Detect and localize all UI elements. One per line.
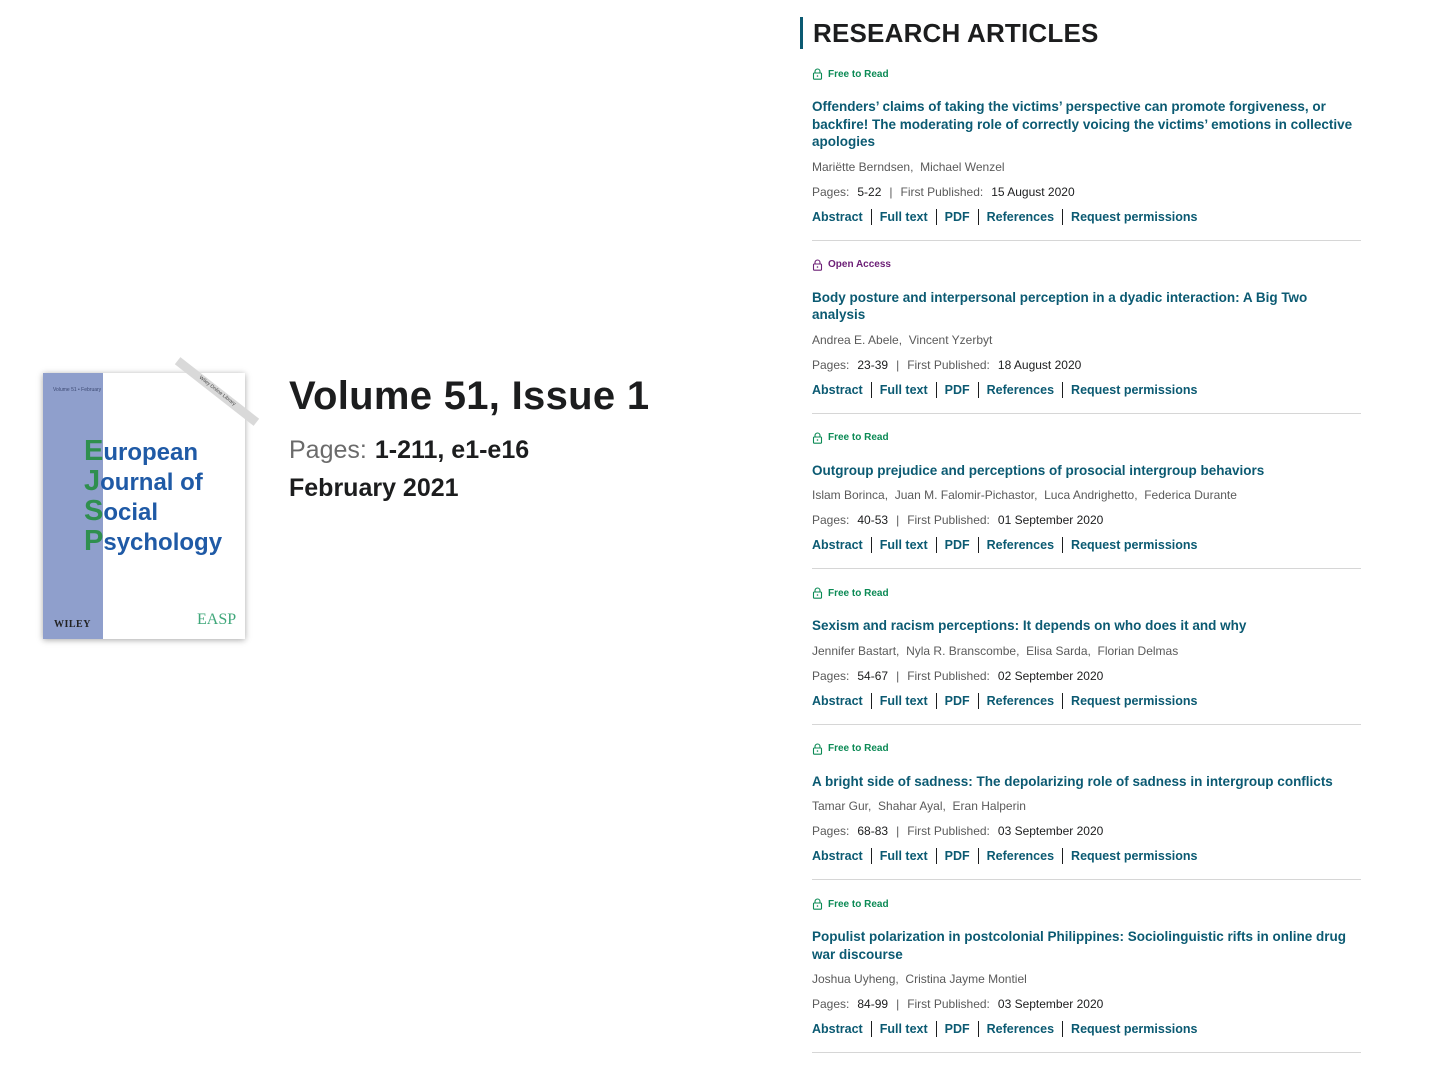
references-link[interactable]: References [986,382,1055,397]
pdf-link[interactable]: PDF [944,209,970,224]
cover-band-text: Volume 51 • February [53,387,102,393]
meta-separator: | [896,997,900,1011]
access-badge [812,257,1361,273]
link-divider [936,209,937,225]
author-name[interactable]: , Vincent Yzerbyt [899,333,993,347]
article-title-link[interactable]: Populist polarization in postcolonial Philippines: Sociolinguistic rifts in online drug war discourse [812,929,1347,962]
article-links [812,382,1361,398]
link-divider [1062,209,1063,225]
first-published-value: 03 September 2020 [997,824,1104,838]
article-item [812,66,1361,241]
article-links [812,693,1361,709]
access-badge [812,585,1361,601]
link-divider [936,1021,937,1037]
pages-value: 40-53 [857,513,889,527]
author-name[interactable]: Andrea E. Abele [812,332,899,347]
pdf-link[interactable]: PDF [944,538,970,552]
cover-ribbon: Wiley Online Library [175,357,259,426]
request-permissions-link[interactable]: Request permissions [1071,209,1198,224]
full-text-link[interactable]: Full text [879,849,928,863]
link-divider [936,537,937,553]
first-published-label: First Published: [907,997,990,1011]
lock-icon [812,432,823,444]
meta-separator: | [896,824,900,838]
pages-value: 23-39 [857,357,889,372]
link-divider [1062,848,1063,864]
link-divider [1062,537,1063,553]
author-name[interactable]: Jennifer Bastart [812,643,897,658]
full-text-link[interactable]: Full text [879,209,928,224]
pdf-link[interactable]: PDF [944,382,970,397]
access-badge [812,896,1361,912]
author-name[interactable]: , Shahar Ayal [868,799,943,813]
link-divider [978,537,979,553]
article-item [812,430,1361,570]
first-published-label: First Published: [900,184,984,199]
article-meta [812,512,1361,528]
pages-value: 68-83 [857,824,889,838]
link-divider [1062,1021,1063,1037]
link-divider [978,209,979,225]
article-links [812,537,1361,553]
cover-title-line: Social [84,495,159,527]
first-published-value: 15 August 2020 [991,184,1075,199]
abstract-link[interactable]: Abstract [812,382,863,397]
abstract-link[interactable]: Abstract [812,693,863,708]
references-link[interactable]: References [986,849,1055,863]
link-divider [978,693,979,709]
volume-title: Volume 51, Issue 1 [289,374,650,418]
references-link[interactable]: References [986,693,1055,708]
article-meta [812,357,1361,373]
lock-icon [812,743,823,755]
pages-label: Pages: [812,668,850,683]
references-link[interactable]: References [986,538,1055,552]
issue-pages-value: 1-211, e1-e16 [374,436,530,464]
article-links [812,848,1361,864]
access-badge [812,66,1361,82]
lock-icon [812,587,823,599]
lock-icon [812,259,823,271]
article-authors [812,643,1361,659]
meta-separator: | [896,357,900,372]
pages-label: Pages: [812,513,850,527]
section-heading: RESEARCH ARTICLES [800,17,1099,49]
pages-label: Pages: [812,184,850,199]
author-name[interactable]: Joshua Uyheng [812,972,896,986]
issue-pages-label: Pages: [289,436,367,464]
article-meta [812,668,1361,684]
article-links [812,209,1361,225]
author-name[interactable]: Islam Borinca [812,488,885,502]
first-published-value: 01 September 2020 [997,513,1104,527]
article-links [812,1021,1361,1037]
first-published-value: 02 September 2020 [997,668,1104,683]
access-badge [812,430,1361,446]
access-badge [812,741,1361,757]
article-meta [812,184,1361,200]
access-label: Free to Read [828,68,889,80]
link-divider [978,848,979,864]
article-item [812,896,1361,1053]
cover-title-line: Journal of [84,465,203,497]
meta-separator: | [889,184,893,199]
request-permissions-link[interactable]: Request permissions [1071,1022,1198,1036]
full-text-link[interactable]: Full text [879,538,928,552]
article-item [812,257,1361,414]
pdf-link[interactable]: PDF [944,849,970,863]
link-divider [871,848,872,864]
author-name[interactable]: , Nyla R. Branscombe [896,644,1016,658]
abstract-link[interactable]: Abstract [812,538,863,552]
full-text-link[interactable]: Full text [879,693,928,708]
article-item [812,741,1361,881]
full-text-link[interactable]: Full text [879,1022,928,1036]
abstract-link[interactable]: Abstract [812,209,863,224]
first-published-label: First Published: [907,513,990,527]
author-name[interactable]: , Elisa Sarda [1016,644,1087,658]
link-divider [978,1021,979,1037]
article-title-link[interactable]: A bright side of sadness: The depolarizing role of sadness in intergroup conflicts [812,773,1333,789]
cover-title-line: Psychology [84,525,223,557]
link-divider [871,537,872,553]
issue-date: February 2021 [289,474,459,502]
pdf-link[interactable]: PDF [944,693,970,708]
references-link[interactable]: References [986,1022,1055,1036]
access-label: Free to Read [828,898,889,910]
article-item [812,585,1361,725]
access-label: Free to Read [828,743,889,754]
cover-society-logo: EASP [197,611,237,628]
author-name[interactable]: , Florian Delmas [1088,644,1179,658]
request-permissions-link[interactable]: Request permissions [1071,849,1198,863]
access-label: Open Access [828,259,891,270]
article-authors [812,971,1361,987]
cover-title [84,437,222,557]
cover-publisher-logo: WILEY [54,619,91,630]
link-divider [871,382,872,398]
article-title-link[interactable]: Sexism and racism perceptions: It depends on who does it and why [812,618,1247,633]
author-name[interactable]: Tamar Gur [812,799,869,813]
pages-label: Pages: [812,997,850,1011]
abstract-link[interactable]: Abstract [812,1022,863,1036]
pages-label: Pages: [812,824,850,838]
first-published-value: 18 August 2020 [997,357,1082,372]
cover-title-line: European [84,435,199,467]
author-name[interactable]: , Michael Wenzel [910,160,1005,174]
author-name[interactable]: , Juan M. Falomir-Pichastor [885,488,1034,502]
lock-icon [812,898,823,910]
pages-label: Pages: [812,357,850,372]
link-divider [936,848,937,864]
access-label: Free to Read [828,587,889,599]
link-divider [936,382,937,398]
full-text-link[interactable]: Full text [879,382,928,397]
first-published-label: First Published: [907,668,990,683]
request-permissions-link[interactable]: Request permissions [1071,538,1198,552]
article-list [812,66,1361,1069]
pages-value: 54-67 [857,668,889,683]
author-name[interactable]: Mariëtte Berndsen [812,159,911,174]
lock-icon [812,68,823,80]
article-title-link[interactable]: Outgroup prejudice and perceptions of prosocial intergroup behaviors [812,462,1265,478]
pages-value: 84-99 [857,997,889,1011]
link-divider [1062,693,1063,709]
request-permissions-link[interactable]: Request permissions [1071,693,1198,708]
issue-info [289,373,649,503]
pages-value: 5-22 [857,184,882,199]
first-published-value: 03 September 2020 [997,997,1104,1011]
first-published-label: First Published: [907,824,990,838]
article-authors [812,487,1361,503]
issue-pages [289,435,649,465]
link-divider [871,1021,872,1037]
link-divider [1062,382,1063,398]
link-divider [936,693,937,709]
article-authors [812,159,1361,175]
link-divider [978,382,979,398]
article-meta [812,996,1361,1012]
author-name[interactable]: , Eran Halperin [943,799,1026,813]
link-divider [871,209,872,225]
references-link[interactable]: References [986,209,1055,224]
pdf-link[interactable]: PDF [944,1022,970,1036]
link-divider [871,693,872,709]
author-name[interactable]: , Luca Andrighetto [1034,488,1134,502]
author-name[interactable]: , Cristina Jayme Montiel [895,972,1026,986]
author-name[interactable]: , Federica Durante [1134,488,1237,502]
meta-separator: | [896,668,900,683]
article-authors [812,798,1361,814]
request-permissions-link[interactable]: Request permissions [1071,382,1198,397]
article-title-link[interactable]: Body posture and interpersonal perception in a dyadic interaction: A Big Two analysis [812,289,1308,322]
article-meta [812,823,1361,839]
meta-separator: | [896,513,900,527]
article-authors [812,332,1361,348]
access-label: Free to Read [828,432,889,443]
journal-cover-image[interactable] [43,373,245,639]
article-title-link[interactable]: Offenders’ claims of taking the victims’ perspective can promote forgiveness, or backfire! The moderating role of correctly voicing the victims’ emotions in collective apologies [812,99,1353,149]
abstract-link[interactable]: Abstract [812,849,863,863]
first-published-label: First Published: [907,357,990,372]
